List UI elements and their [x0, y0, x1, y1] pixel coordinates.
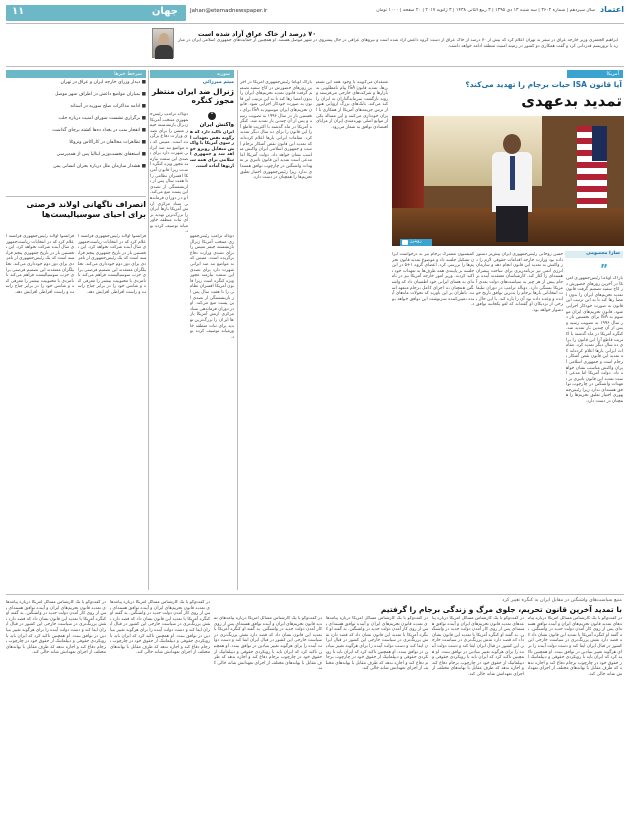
side-quote-icon: “ [208, 112, 216, 120]
editorial-divider [6, 66, 624, 67]
quote-mark-icon: ” [600, 262, 608, 276]
photo-person-tie [510, 156, 515, 190]
brief-item: ■ بمباران مواضع داعش در اطراف شهر موصل [54, 92, 146, 97]
side-body-2: دونالد ترامپ رئیس‌جمهوری منتخب آمریکا ژنرال بازنشسته جیمز متیس را برای تصدی وزارت دفاع برگزیده است. متیس که به مواضع تند ضد ایرانی شهرت دارد برای تصدی این سمت نیازمند مجوز ویژه کنگره است زیرا قانون آمریکا افسران نظامی را تا هفت سال پس از بازنشستگی از تصدی این پست منع می‌کند. او در دوران فرماندهی ستاد مرکزی ارتش آمریکا بارها ایران را بزرگ‌ترین تهدید برای ثبات منطقه خاورمیانه توصیف کرده بود. [190, 234, 234, 340]
author-head-shape [159, 33, 169, 45]
editorial-title: ۷۰ درصد از خاک عراق آزاد شده است [198, 30, 317, 38]
editorial-body: ابراهیم الجعفری وزیر خارجه عراق در سفر به تهران اعلام کرد که بیش از ۷۰ درصد از خاک عراق از دست گروه داعش آزاد شده است و نیروهای عراقی در حال پیشروی در شهر موصل هستند. او همچنین از حمایت‌های جمهوری اسلامی ایران در مبارزه با تروریسم قدردانی کرد و گفت همکاری دو کشور در زمینه امنیت منطقه ادامه خواهد داشت. [178, 38, 618, 49]
brief-item-text: تظاهرات مخالفان در کاراکاس ونزوئلا [69, 140, 141, 145]
photo-flag-blue [592, 126, 607, 161]
author-name: سارا معصومی [586, 251, 620, 256]
camera-icon [402, 240, 408, 245]
main-column-3: کمیسیون مشترک برجام نیز به درخواست ایران تشکیل جلسه داد و موضوع تمدید قانون تحریم‌ها را بررسی کرد. اعضای گروه ۱+۵ در این جلسه بر پایبندی همه طرف‌ها به تعهدات خود تاکید کردند. وزیر امور خارجه آمریکا نیز در نامه‌ای به همتای ایرانی خود اطمینان داد که واشنگتن همچنان به اجرای کامل برجام متعهد است. ناظران بر این باورند که تحولات ماه‌های آینده تعیین‌کننده سرنوشت این توافق خواهد بود. [392, 252, 474, 308]
email-address: Jahan@etemadnewspaper.ir [190, 8, 268, 14]
main-column-2: حسن روحانی رئیس‌جمهوری ایران پیش‌تر دستور داده بود وزارت خارجه اقدامات حقوقی لازم را در واکنش به تمدید این قانون انجام دهد و سازمان انرژی اتمی نیز برنامه‌ریزی برای ساخت پیشران هسته‌ای را آغاز کند. کارشناسان معتقدند آینده برجام بیش از هر چیز به سیاست‌های دولت بعدی آمریکا بستگی دارد. دونالد ترامپ در دوران تبلیغات انتخاباتی بارها برجام را بدترین توافق تاریخ خوانده و وعده داده بود آن را پاره کند. با این حال برخی از نزدیکان او گفته‌اند که لغو یکجانبه توافق دشوار خواهد بود. [476, 252, 563, 313]
brief-story-title: انصراف ناگهانی اولاند فرصتی برای احیای سوسیالیست‌ها [26, 200, 146, 219]
bottom-col-5: در گفت‌وگو با یک کارشناس مسائل آمریکا درباره پیامدهای تمدید قانون تحریم‌های ایران و آینده توافق هسته‌ای پس از روی کار آمدن دولت جدید در واشنگتن. به گفته او کنگره آمریکا با تمدید این قانون نشان داد که قصد دارد نقش پررنگ‌تری در سیاست خارجی این کشور در قبال ایران ایفا کند و دست دولت آینده را برای هرگونه تغییر بنیادین در توافق ببندد. او همچنین تاکید کرد که ایران باید با رویکردی حقوقی و دیپلماتیک از حقوق خود در چارچوب برجام دفاع کند و اجازه ندهد که طرف مقابل با بهانه‌های مختلف از اجرای تعهداتش شانه خالی کند. [110, 600, 210, 656]
side-kicker-label: سوریه [216, 71, 230, 77]
bottom-divider [6, 594, 624, 595]
main-subtitle: آیا قانون ISA حیات برجام را تهدید می‌کند؟ [465, 80, 622, 89]
brief-item-text: استعفای نخست‌وزیر ایتالیا پس از همه‌پرسی [56, 152, 141, 157]
bottom-col-1: در گفت‌وگو با یک کارشناس مسائل آمریکا درباره پیامدهای تمدید قانون تحریم‌های ایران و آینده توافق هسته‌ای پس از روی کار آمدن دولت جدید در واشنگتن. به گفته او کنگره آمریکا با تمدید این قانون نشان داد که قصد دارد نقش پررنگ‌تری در سیاست خارجی این کشور در قبال ایران ایفا کند و دست دولت آینده را برای هرگونه تغییر بنیادین در توافق ببندد. او همچنین تاکید کرد که ایران باید با رویکردی حقوقی و دیپلماتیک از حقوق خود در چارچوب برجام دفاع کند و اجازه ندهد که طرف مقابل با بهانه‌های مختلف از اجرای تعهداتش شانه خالی کند. [528, 616, 622, 677]
author-body-shape [155, 45, 173, 59]
date-line: سال سیزدهم | شماره ۳۶۰۲ | سه شنبه ۱۳ دی ۱۳۹۵ | ۳ ربیع الثانی ۱۴۳۸ | ۳ ژانویه ۲۰۱۷ | ۲۰ صفحه | ۱۰۰۰ تومان [376, 8, 595, 13]
bottom-title: با تمدید آخرین قانون تحریم، جلوی مرگ و زندگی برجام را گرفتیم [380, 605, 622, 614]
side-quote-title: واکنش ایران [199, 122, 234, 128]
brief-item: ■ تظاهرات مخالفان در کاراکاس ونزوئلا [69, 140, 146, 145]
header-divider [6, 23, 624, 24]
brief-story-col-1: فرانسوا اولاند رئیس‌جمهوری فرانسه اعلام کرد که در انتخابات ریاست‌جمهوری سال آینده شرکت نخواهد کرد. این نخستین بار در تاریخ جمهوری پنجم فرانسه است که یک رئیس‌جمهوری از نامزدی برای دور دوم خودداری می‌کند. تحلیلگران معتقدند این تصمیم فرصتی برای حزب سوسیالیست فراهم می‌کند تا نامزدی با محبوبیت بیشتر را معرفی کند و شانس خود را در برابر جناح راست و راست افراطی افزایش دهد. [78, 234, 146, 295]
brief-item: ■ دیدار وزرای خارجه ایران و عراق در تهران [60, 80, 146, 85]
briefs-list [6, 80, 146, 195]
briefs-divider [6, 196, 146, 197]
author-tag [565, 251, 623, 258]
brief-item-text: ادامه مذاکرات صلح سوریه در آستانه [70, 104, 141, 109]
main-column-5: باراک اوباما رئیس‌جمهوری آمریکا در آخرین روزهای حضورش در کاخ سفید تصمیم گرفت قانون تمدید تحریم‌های ایران را بدون امضا رها کند تا به این ترتیب این قانون به صورت خودکار اجرایی شود. قانون تحریم‌های ایران موسوم به ISA برای نخستین بار در سال ۱۹۹۶ به تصویب رسید و پس از آن چندین بار تمدید شد. کنگره آمریکا در ماه گذشته با اکثریت قاطع آرا این قانون را برای ده سال دیگر تمدید کرد. مقامات ایرانی بارها اعلام کرده‌اند که تمدید این قانون نقض آشکار برجام است و جمهوری اسلامی ایران واکنش مناسب نشان خواهد داد. دولت آمریکا اما مدعی است تمدید این قانون تاثیری بر تعهدات واشنگتن در چارچوب توافق هسته‌ای ندارد زیرا رئیس‌جمهوری اختیار تعلیق تحریم‌ها را همچنان در دست دارد. [240, 80, 312, 181]
side-body-1: دونالد ترامپ رئیس‌جمهوری منتخب آمریکا ژنرال بازنشسته جیمز متیس را برای تصدی وزارت دفاع برگزیده است. متیس که به مواضع تند ضد ایرانی شهرت دارد برای تصدی این سمت نیازمند مجوز ویژه کنگره است زیرا قانون آمریکا افسران نظامی را تا هفت سال پس از بازنشستگی از تصدی این پست منع می‌کند. او در دوران فرماندهی ستاد مرکزی ارتش آمریکا بارها ایران را بزرگ‌ترین تهدید برای ثبات منطقه خاورمیانه توصیف کرده بود. [150, 112, 188, 235]
column-divider [148, 70, 149, 590]
page-header [0, 0, 630, 24]
brief-item: ■ برگزاری نشست شورای امنیت درباره حلب [58, 116, 146, 121]
brief-story-col-2: فرانسوا اولاند رئیس‌جمهوری فرانسه اعلام کرد که در انتخابات ریاست‌جمهوری سال آینده شرکت نخواهد کرد. این نخستین بار در تاریخ جمهوری پنجم فرانسه است که یک رئیس‌جمهوری از نامزدی برای دور دوم خودداری می‌کند. تحلیلگران معتقدند این تصمیم فرصتی برای حزب سوسیالیست فراهم می‌کند تا نامزدی با محبوبیت بیشتر را معرفی کند و شانس خود را در برابر جناح راست و راست افراطی افزایش دهد. [6, 234, 74, 295]
brief-item-text: بمباران مواضع داعش در اطراف شهر موصل [54, 92, 141, 97]
author-photo [152, 28, 174, 58]
side-kicker [150, 70, 234, 78]
brief-item: ■ ادامه مذاکرات صلح سوریه در آستانه [70, 104, 146, 109]
main-kicker [567, 70, 623, 78]
brief-item: ■ هشدار سازمان ملل درباره بحران انسانی یمن [53, 164, 146, 169]
column-divider [237, 70, 238, 590]
page-number: ۱۱ [12, 6, 25, 17]
main-column-1: باراک اوباما رئیس‌جمهوری آمریکا در آخرین روزهای حضورش در کاخ سفید تصمیم گرفت قانون تمدید تحریم‌های ایران را بدون امضا رها کند تا به این ترتیب این قانون به صورت خودکار اجرایی شود. قانون تحریم‌های ایران موسوم به ISA برای نخستین بار در سال ۱۹۹۶ به تصویب رسید و پس از آن چندین بار تمدید شد. کنگره آمریکا در ماه گذشته با اکثریت قاطع آرا این قانون را برای ده سال دیگر تمدید کرد. مقامات ایرانی بارها اعلام کرده‌اند که تمدید این قانون نقض آشکار برجام است و جمهوری اسلامی ایران واکنش مناسب نشان خواهد داد. دولت آمریکا اما مدعی است تمدید این قانون تاثیری بر تعهدات واشنگتن در چارچوب توافق هسته‌ای ندارد زیرا رئیس‌جمهوری اختیار تعلیق تحریم‌ها را همچنان در دست دارد. [566, 276, 623, 405]
main-title: تمدید بدعهدی [521, 92, 622, 110]
photo-credit-text: رویترز [410, 239, 422, 244]
main-column-4: منتقدان می‌گویند با وجود همه این تضمین‌ها، تمدید قانون ISA پیام نامطلوبی به بازارها و شرکت‌های خارجی می‌فرستد و روند بازگشت سرمایه‌گذاران به ایران را کند می‌کند. بانک‌های بزرگ اروپایی هنوز از ترس جریمه‌های آمریکا از همکاری با ایران خودداری می‌کنند و این مساله یکی از موانع اصلی بهره‌مندی ایران از مزایای اقتصادی توافق به شمار می‌رود. [316, 80, 388, 130]
brief-item: ■ استعفای نخست‌وزیر ایتالیا پس از همه‌پرسی [56, 152, 146, 157]
main-kicker-label: آمریکا [606, 71, 619, 77]
brief-item-text: هشدار سازمان ملل درباره بحران انسانی یمن [53, 164, 141, 169]
briefs-header [6, 70, 146, 78]
side-title: ژنرال ضد ایران منتظر مجوز کنگره [151, 87, 234, 105]
brief-item-text: دیدار وزرای خارجه ایران و عراق در تهران [60, 80, 141, 85]
bottom-col-2: در گفت‌وگو با یک کارشناس مسائل آمریکا درباره پیامدهای تمدید قانون تحریم‌های ایران و آینده توافق هسته‌ای پس از روی کار آمدن دولت جدید در واشنگتن. به گفته او کنگره آمریکا با تمدید این قانون نشان داد که قصد دارد نقش پررنگ‌تری در سیاست خارجی این کشور در قبال ایران ایفا کند و دست دولت آینده را برای هرگونه تغییر بنیادین در توافق ببندد. او همچنین تاکید کرد که ایران باید با رویکردی حقوقی و دیپلماتیک از حقوق خود در چارچوب برجام دفاع کند و اجازه ندهد که طرف مقابل با بهانه‌های مختلف از اجرای تعهداتش شانه خالی کند. [432, 616, 524, 677]
bottom-col-4: در گفت‌وگو با یک کارشناس مسائل آمریکا درباره پیامدهای تمدید قانون تحریم‌های ایران و آینده توافق هسته‌ای پس از روی کار آمدن دولت جدید در واشنگتن. به گفته او کنگره آمریکا با تمدید این قانون نشان داد که قصد دارد نقش پررنگ‌تری در سیاست خارجی این کشور در قبال ایران ایفا کند و دست دولت آینده را برای هرگونه تغییر بنیادین در توافق ببندد. او همچنین تاکید کرد که ایران باید با رویکردی حقوقی و دیپلماتیک از حقوق خود در چارچوب برجام دفاع کند و اجازه ندهد که طرف مقابل با بهانه‌های مختلف از اجرای تعهداتش شانه خالی کند. [214, 616, 322, 672]
brief-item-text: برگزاری نشست شورای امنیت درباره حلب [58, 116, 141, 121]
bottom-col-3: در گفت‌وگو با یک کارشناس مسائل آمریکا درباره پیامدهای تمدید قانون تحریم‌های ایران و آینده توافق هسته‌ای پس از روی کار آمدن دولت جدید در واشنگتن. به گفته او کنگره آمریکا با تمدید این قانون نشان داد که قصد دارد نقش پررنگ‌تری در سیاست خارجی این کشور در قبال ایران ایفا کند و دست دولت آینده را برای هرگونه تغییر بنیادین در توافق ببندد. او همچنین تاکید کرد که ایران باید با رویکردی حقوقی و دیپلماتیک از حقوق خود در چارچوب برجام دفاع کند و اجازه ندهد که طرف مقابل با بهانه‌های مختلف از اجرای تعهداتش شانه خالی کند. [326, 616, 428, 672]
photo-person-head [503, 134, 521, 154]
photo-person-legs [496, 206, 528, 242]
side-author: میثم میرزائی [202, 80, 234, 85]
bottom-col-6: در گفت‌وگو با یک کارشناس مسائل آمریکا درباره پیامدهای تمدید قانون تحریم‌های ایران و آینده توافق هسته‌ای پس از روی کار آمدن دولت جدید در واشنگتن. به گفته او کنگره آمریکا با تمدید این قانون نشان داد که قصد دارد نقش پررنگ‌تری در سیاست خارجی این کشور در قبال ایران ایفا کند و دست دولت آینده را برای هرگونه تغییر بنیادین در توافق ببندد. او همچنین تاکید کرد که ایران باید با رویکردی حقوقی و دیپلماتیک از حقوق خود در چارچوب برجام دفاع کند و اجازه ندهد که طرف مقابل با بهانه‌های مختلف از اجرای تعهداتش شانه خالی کند. [6, 600, 106, 656]
brief-item-text: انفجار بمب در بغداد ده‌ها کشته برجای گذاشت [52, 128, 141, 133]
editorial-strip [6, 26, 624, 64]
briefs-header-label: سرخط خبرها [114, 71, 142, 77]
brief-item: ■ انفجار بمب در بغداد ده‌ها کشته برجای گذاشت [52, 128, 146, 133]
main-photo [392, 116, 624, 246]
side-quote-body: ایران تاکید دارد که هرگونه نقض تعهدات از سوی آمریکا با واکنش متقابل روبرو خواهد شد و جمهوری اسلامی برای همه سناریوها آماده است. [190, 130, 234, 169]
section-banner [6, 5, 186, 21]
side-quote-box [190, 112, 234, 232]
newspaper-logo: اعتماد [600, 5, 624, 14]
bottom-kicker: منبع سیاست‌های واشنگتن در مقابل ایران به کنگره تغییر کرد [502, 598, 622, 603]
section-title: جهان [151, 6, 178, 17]
